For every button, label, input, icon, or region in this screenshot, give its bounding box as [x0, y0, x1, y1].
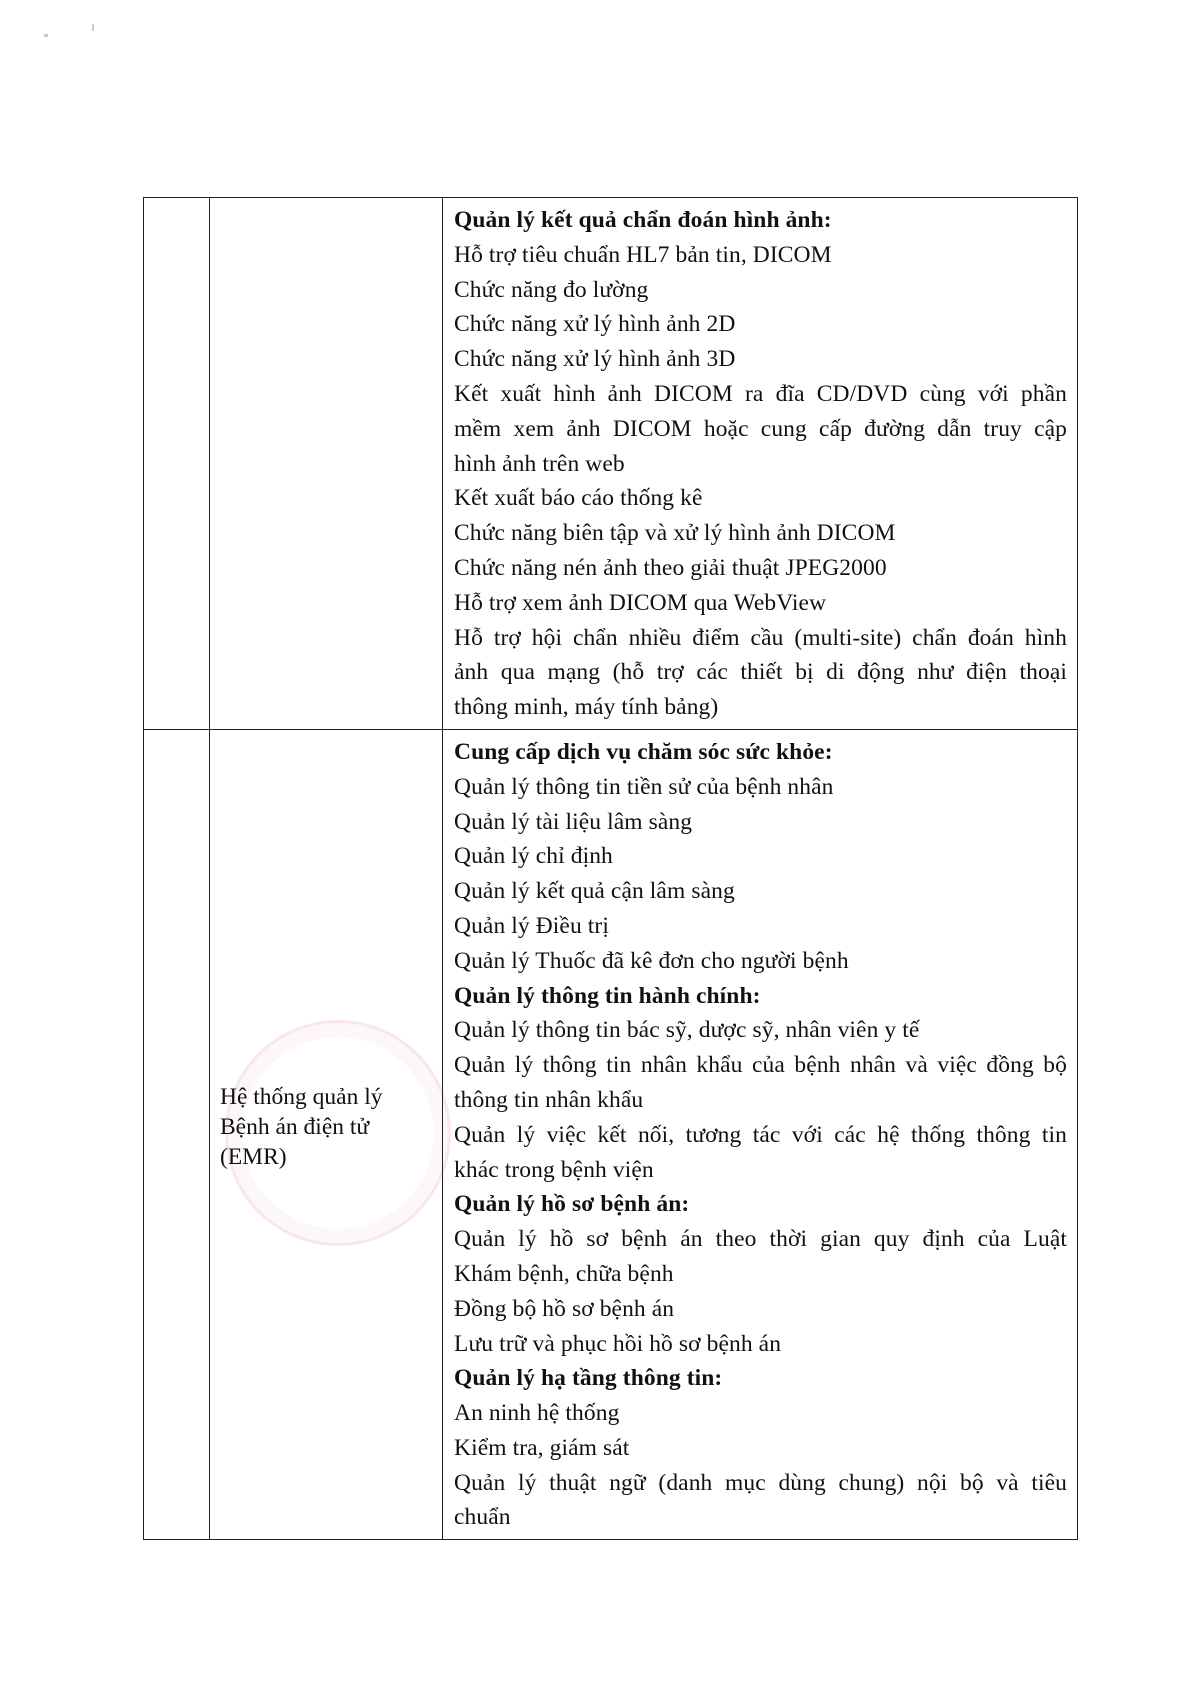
feature-item: Quản lý thông tin tiền sử của bệnh nhân — [454, 773, 834, 800]
feature-item: Chức năng đo lường — [454, 276, 649, 303]
feature-item: Hỗ trợ tiêu chuẩn HL7 bản tin, DICOM — [454, 241, 832, 268]
feature-item: Kiểm tra, giám sát — [454, 1434, 630, 1461]
system-name-cell — [210, 198, 443, 730]
feature-item: Đồng bộ hồ sơ bệnh án — [454, 1295, 675, 1322]
feature-item: Chức năng biên tập và xử lý hình ảnh DICOM — [454, 520, 896, 547]
feature-item: Quản lý thông tin nhân khẩu của bệnh nhân và việc đồng bộ — [454, 1052, 1067, 1079]
feature-cell — [443, 729, 1078, 1539]
section-heading: Quản lý kết quả chẩn đoán hình ảnh: — [454, 207, 832, 233]
feature-item: Kết xuất hình ảnh DICOM ra đĩa CD/DVD cùng với phần — [454, 380, 1067, 407]
section-heading: Quản lý hồ sơ bệnh án: — [454, 1191, 690, 1218]
feature-item: An ninh hệ thống — [454, 1400, 620, 1427]
specification-table — [143, 197, 1078, 1540]
section-heading: Quản lý hạ tầng thông tin: — [454, 1365, 723, 1392]
system-name-line: Hệ thống quản lý — [220, 1083, 383, 1110]
feature-item: Quản lý thông tin bác sỹ, dược sỹ, nhân viên y tế — [454, 1017, 920, 1044]
feature-item: Quản lý việc kết nối, tương tác với các hệ thống thông tin — [454, 1121, 1067, 1148]
feature-item: Hỗ trợ xem ảnh DICOM qua WebView — [454, 589, 827, 616]
feature-item: Quản lý chỉ định — [454, 843, 613, 870]
system-name-line: Bệnh án điện tử — [220, 1113, 370, 1140]
table-row — [144, 198, 1078, 730]
section-heading: Cung cấp dịch vụ chăm sóc sức khỏe: — [454, 738, 833, 765]
feature-item: Quản lý hồ sơ bệnh án theo thời gian quy định của Luật — [454, 1226, 1067, 1253]
system-name-cell — [210, 729, 443, 1539]
feature-item: Quản lý tài liệu lâm sàng — [454, 808, 693, 835]
feature-list — [443, 198, 1077, 729]
scan-mark-dot — [44, 34, 48, 37]
feature-item: chuẩn — [454, 1504, 511, 1531]
system-name-line: (EMR) — [220, 1143, 287, 1170]
feature-item: Chức năng xử lý hình ảnh 3D — [454, 346, 736, 373]
feature-list — [443, 730, 1077, 1539]
feature-item: Quản lý Điều trị — [454, 912, 609, 939]
system-name — [210, 1082, 442, 1172]
feature-item: Quản lý kết quả cận lâm sàng — [454, 878, 735, 905]
feature-item: thông minh, máy tính bảng) — [454, 694, 719, 721]
feature-item: hình ảnh trên web — [454, 450, 625, 477]
feature-item: Quản lý thuật ngữ (danh mục dùng chung) nội bộ và tiêu — [454, 1469, 1067, 1496]
feature-item: mềm xem ảnh DICOM hoặc cung cấp đường dẫn truy cập — [454, 415, 1067, 442]
feature-item: Hỗ trợ hội chẩn nhiều điểm cầu (multi-site) chẩn đoán hình — [454, 624, 1067, 651]
feature-item: Kết xuất báo cáo thống kê — [454, 485, 703, 512]
feature-item: Chức năng xử lý hình ảnh 2D — [454, 311, 736, 338]
table-row — [144, 729, 1078, 1539]
feature-item: ảnh qua mạng (hỗ trợ các thiết bị di động như điện thoại — [454, 659, 1067, 686]
section-heading: Quản lý thông tin hành chính: — [454, 982, 761, 1009]
stt-cell — [144, 729, 210, 1539]
feature-item: Khám bệnh, chữa bệnh — [454, 1260, 674, 1287]
feature-item: khác trong bệnh viện — [454, 1156, 654, 1183]
scan-mark-tick — [92, 24, 94, 31]
feature-item: Quản lý Thuốc đã kê đơn cho người bệnh — [454, 947, 849, 974]
stt-cell — [144, 198, 210, 730]
feature-item: thông tin nhân khẩu — [454, 1086, 644, 1113]
feature-cell — [443, 198, 1078, 730]
feature-item: Chức năng nén ảnh theo giải thuật JPEG2000 — [454, 554, 887, 581]
feature-item: Lưu trữ và phục hồi hồ sơ bệnh án — [454, 1330, 782, 1357]
